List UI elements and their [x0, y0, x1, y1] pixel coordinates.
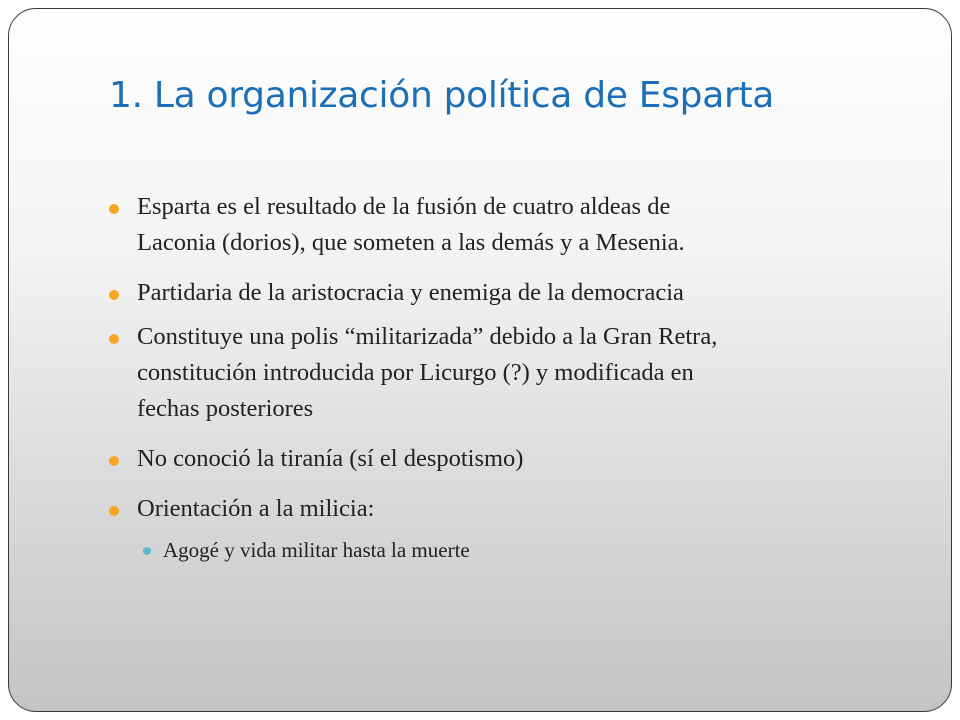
bullet-line: Orientación a la milicia:	[137, 495, 375, 522]
bullet-line: fechas posteriores	[137, 395, 314, 422]
sub-bullet-text: Agogé y vida militar hasta la muerte	[163, 538, 470, 562]
bullet-line: Partidaria de la aristocracia y enemiga de la democracia	[137, 279, 684, 306]
bullet-line: Laconia (dorios), que someten a las demás y a Mesenia.	[137, 229, 685, 256]
sub-bullet-item	[137, 535, 869, 565]
bullet-item	[109, 275, 869, 311]
bullet-line: Esparta es el resultado de la fusión de cuatro aldeas de	[137, 193, 671, 220]
slide-content	[109, 189, 869, 579]
sub-bullet-dot-icon	[143, 547, 151, 555]
bullet-dot-icon	[109, 506, 119, 516]
bullet-item	[109, 319, 869, 427]
bullet-item	[109, 491, 869, 565]
bullet-dot-icon	[109, 290, 119, 300]
bullet-dot-icon	[109, 456, 119, 466]
bullet-line: constitución introducida por Licurgo (?) y modificada en	[137, 359, 694, 386]
bullet-dot-icon	[109, 334, 119, 344]
bullet-list	[109, 189, 869, 565]
bullet-line: No conoció la tiranía (sí el despotismo)	[137, 445, 524, 472]
slide	[8, 8, 952, 712]
bullet-dot-icon	[109, 204, 119, 214]
bullet-item	[109, 441, 869, 477]
sub-bullet-list	[137, 535, 869, 565]
bullet-item	[109, 189, 869, 261]
bullet-line: Constituye una polis “militarizada” debido a la Gran Retra,	[137, 323, 718, 350]
slide-title: 1. La organización política de Esparta	[109, 75, 775, 116]
